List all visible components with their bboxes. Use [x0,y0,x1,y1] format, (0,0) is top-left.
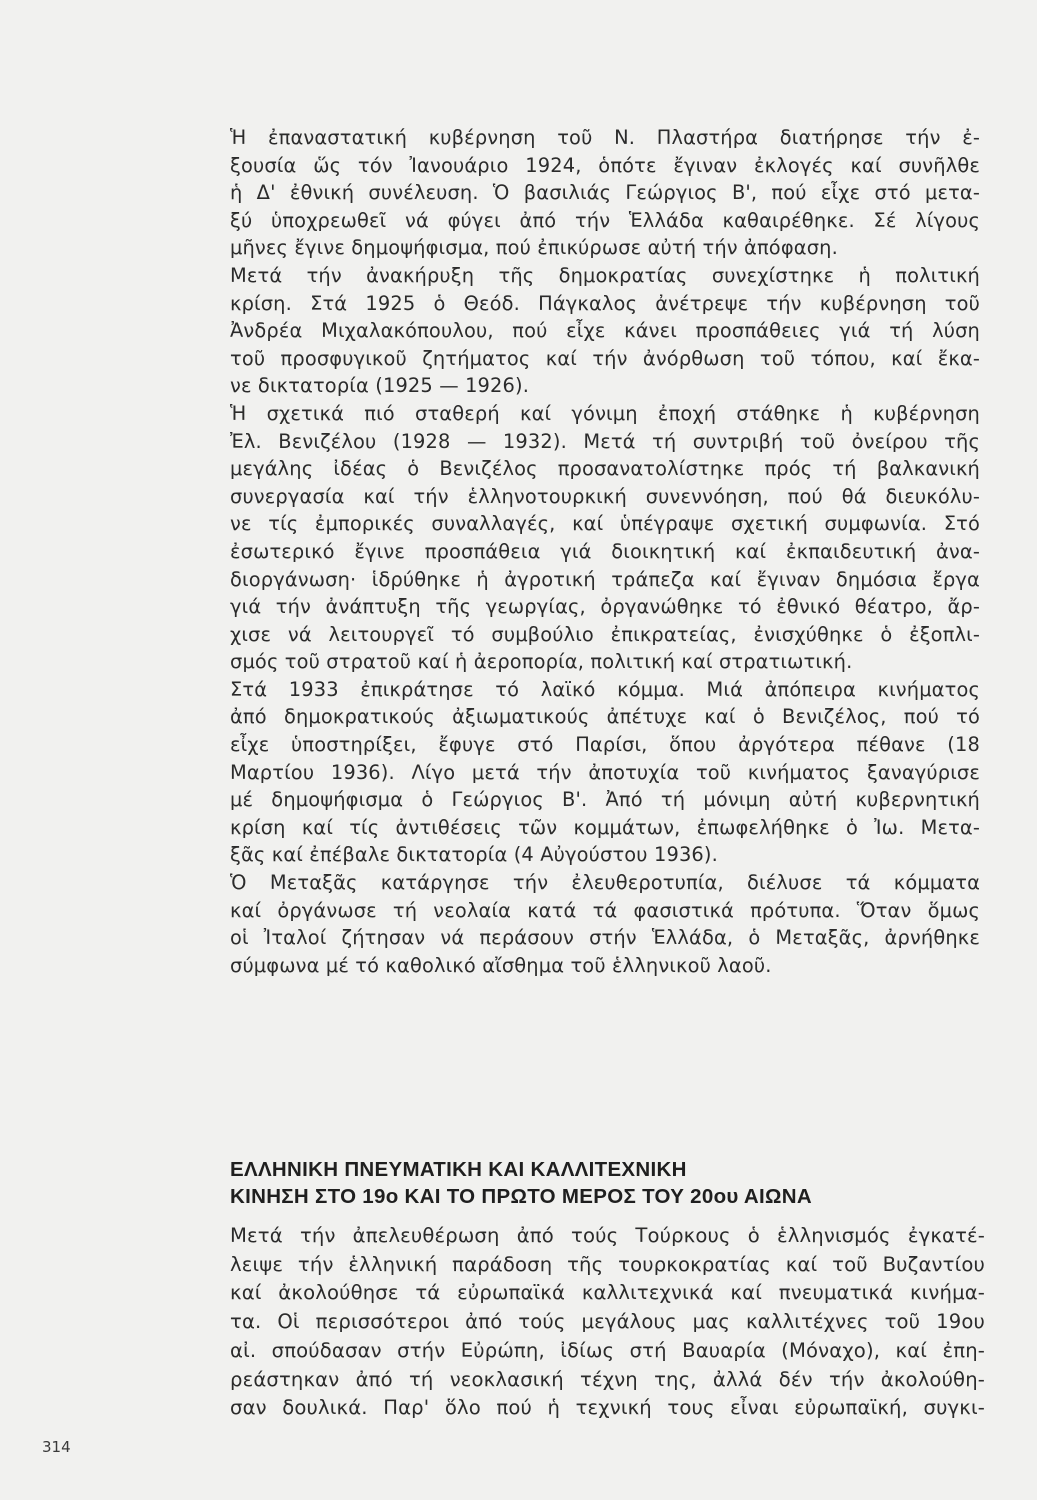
text-line: νε τίς ἐμπορικές συναλλαγές, καί ὑπέγραψε σχετική συμφωνία. Στό [230,512,980,536]
text-line: γιά τήν ἀνάπτυξη τῆς γεωργίας, ὀργανώθηκε τό ἐθνικό θέατρο, ἄρ- [230,595,980,619]
text-line: ἀπό δημοκρατικούς ἀξιωματικούς ἀπέτυχε καί ὁ Βενιζέλος, πού τό [230,705,980,729]
text-line: ξουσία ὥς τόν Ἰανουάριο 1924, ὁπότε ἔγιναν ἐκλογές καί συνῆλθε [230,153,980,177]
text-line: εἶχε ὑποστηρίξει, ἔφυγε στό Παρίσι, ὅπου ἀργότερα πέθανε (18 [230,733,980,757]
text-line: Ἀνδρέα Μιχαλακόπουλου, πού εἶχε κάνει προσπάθειες γιά τή λύση [230,319,980,343]
text-line: τοῦ προσφυγικοῦ ζητήματος καί τήν ἀνόρθωση τοῦ τόπου, καί ἔκα- [230,346,980,370]
text-line: νε δικτατορία (1925 — 1926). [230,374,530,398]
text-line: χισε νά λειτουργεῖ τό συμβούλιο ἐπικρατείας, ἐνισχύθηκε ὁ ἐξοπλι- [230,622,980,646]
text-line: μέ δημοψήφισμα ὁ Γεώργιος Β'. Ἀπό τή μόνιμη αὐτή κυβερνητική [230,788,980,812]
text-line: Ὁ Μεταξᾶς κατάργησε τήν ἐλευθεροτυπία, διέλυσε τά κόμματα [230,871,980,895]
text-line: μῆνες ἔγινε δημοψήφισμα, πού ἐπικύρωσε αὐτή τήν ἀπόφαση. [230,236,838,260]
text-line: οἱ Ἰταλοί ζήτησαν νά περάσουν στήν Ἑλλάδα, ὁ Μεταξᾶς, ἀρνήθηκε [230,926,980,950]
text-line: λειψε τήν ἑλληνική παράδοση τῆς τουρκοκρατίας καί τοῦ Βυζαντίου [230,1252,985,1276]
text-line: Μετά τήν ἀπελευθέρωση ἀπό τούς Τούρκους ὁ ἑλληνισμός ἐγκατέ- [230,1224,985,1247]
text-line: διοργάνωση· ἱδρύθηκε ἡ ἀγροτική τράπεζα καί ἔγιναν δημόσια ἔργα [230,567,980,591]
body-text [230,124,980,979]
text-line: τα. Οἱ περισσότεροι ἀπό τούς μεγάλους μας καλλιτέχνες τοῦ 19ου [230,1310,985,1334]
section-text [230,1222,985,1423]
text-line: ξύ ὑποχρεωθεῖ νά φύγει ἀπό τήν Ἑλλάδα καθαιρέθηκε. Σέ λίγους [230,208,980,232]
text-line: Ἐλ. Βενιζέλου (1928 — 1932). Μετά τή συντριβή τοῦ ὀνείρου τῆς [230,429,980,453]
text-line: Ἡ ἐπαναστατική κυβέρνηση τοῦ Ν. Πλαστήρα διατήρησε τήν ἐ- [230,126,980,149]
text-line: ἐσωτερικό ἔγινε προσπάθεια γιά διοικητική καί ἐκπαιδευτική ἀνα- [230,539,980,563]
text-line: ξᾶς καί ἐπέβαλε δικτατορία (4 Αὐγούστου 1936). [230,843,718,867]
text-line: Μαρτίου 1936). Λίγο μετά τήν ἀποτυχία τοῦ κινήματος ξαναγύρισε [230,760,980,784]
text-line: αἰ. σπούδασαν στήν Εὐρώπη, ἰδίως στή Βαυαρία (Μόναχο), καί ἐπη- [230,1338,985,1362]
text-line: ἡ Δ' ἐθνική συνέλευση. Ὁ βασιλιάς Γεώργιος Β', πού εἶχε στό μετα- [230,181,980,205]
section-heading [230,1156,990,1210]
text-line: καί ὀργάνωσε τή νεολαία κατά τά φασιστικά πρότυπα. Ὅταν ὅμως [230,898,980,922]
text-line: σύμφωνα μέ τό καθολικό αἴσθημα τοῦ ἑλληνικοῦ λαοῦ. [230,953,772,977]
text-line: σαν δουλικά. Παρ' ὅλο πού ἡ τεχνική τους εἶναι εὐρωπαϊκή, συγκι- [230,1396,985,1420]
text-line: καί ἀκολούθησε τά εὐρωπαϊκά καλλιτεχνικά καί πνευματικά κινήμα- [230,1281,985,1305]
text-line: Ἡ σχετικά πιό σταθερή καί γόνιμη ἐποχή στάθηκε ἡ κυβέρνηση [230,401,980,425]
section-heading-line: ΕΛΛΗΝΙΚΗ ΠΝΕΥΜΑΤΙΚΗ ΚΑΙ ΚΑΛΛΙΤΕΧΝΙΚΗ [230,1158,687,1181]
page-number: 314 [42,1438,71,1456]
text-line: ρεάστηκαν ἀπό τή νεοκλασική τέχνη της, ἀλλά δέν τήν ἀκολούθη- [230,1367,985,1391]
text-line: Στά 1933 ἐπικράτησε τό λαϊκό κόμμα. Μιά ἀπόπειρα κινήματος [230,677,980,701]
text-line: Μετά τήν ἀνακήρυξη τῆς δημοκρατίας συνεχίστηκε ἡ πολιτική [230,263,980,287]
text-line: κρίση. Στά 1925 ὁ Θεόδ. Πάγκαλος ἀνέτρεψε τήν κυβέρνηση τοῦ [230,291,980,315]
section-heading-line: ΚΙΝΗΣΗ ΣΤΟ 19ο ΚΑΙ ΤΟ ΠΡΩΤΟ ΜΕΡΟΣ ΤΟΥ 20ου ΑΙΩΝΑ [230,1185,812,1208]
text-line: μεγάλης ἰδέας ὁ Βενιζέλος προσανατολίστηκε πρός τή βαλκανική [230,457,980,481]
text-line: σμός τοῦ στρατοῦ καί ἡ ἀεροπορία, πολιτική καί στρατιωτική. [230,650,853,674]
text-line: κρίση καί τίς ἀντιθέσεις τῶν κομμάτων, ἐπωφελήθηκε ὁ Ἰω. Μετα- [230,815,980,839]
text-line: συνεργασία καί τήν ἑλληνοτουρκική συνεννόηση, πού θά διευκόλυ- [230,484,980,508]
